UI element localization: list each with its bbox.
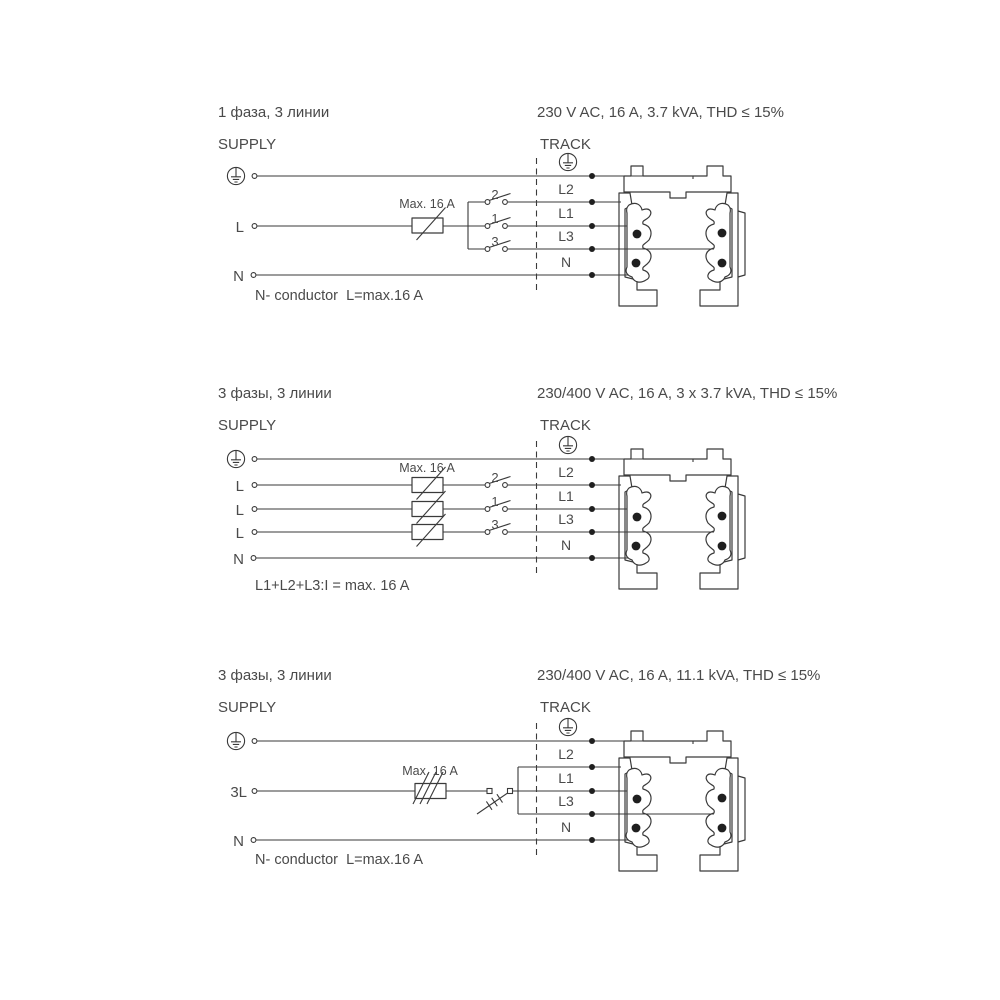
junction-dots — [589, 738, 595, 843]
three-pole-switch-icon — [477, 789, 513, 815]
phase-title: 3 фазы, 3 линии — [218, 385, 332, 402]
track-line-label: N — [560, 819, 572, 835]
live-label: L — [235, 502, 244, 519]
diagram-2 — [218, 385, 837, 594]
diagram-1 — [218, 104, 784, 306]
fuse-icon — [412, 208, 446, 241]
junction-dots — [589, 173, 595, 278]
neutral-label: N — [233, 551, 244, 568]
track-earth-icon — [559, 153, 576, 170]
track-heading: TRACK — [540, 417, 591, 434]
track-line-label: L1 — [558, 488, 574, 504]
fuse-rating-label: Max. 16 A — [402, 764, 458, 778]
track-line-label: L2 — [558, 464, 574, 480]
switch-number: 3 — [491, 234, 499, 249]
fuse-rating-label: Max. 16 A — [399, 197, 455, 211]
diagram-3 — [218, 667, 820, 871]
fuse-icon — [412, 514, 446, 547]
supply-terminals — [251, 457, 257, 561]
track-earth-icon — [559, 718, 576, 735]
track-heading: TRACK — [540, 699, 591, 716]
live-label: L — [235, 478, 244, 495]
neutral-label: N — [233, 833, 244, 850]
supply-earth-icon — [227, 450, 244, 467]
neutral-label: N — [233, 268, 244, 285]
switch-number: 2 — [491, 187, 499, 202]
track-line-label: L3 — [558, 511, 574, 527]
switch-number: 3 — [491, 517, 499, 532]
live-label: 3L — [230, 784, 247, 801]
live-label: L — [235, 525, 244, 542]
phase-title: 3 фазы, 3 линии — [218, 667, 332, 684]
diagram-note: N- conductor L=max.16 A — [255, 288, 424, 304]
track-line-label: N — [560, 537, 572, 553]
spec-title: 230 V AC, 16 A, 3.7 kVA, THD ≤ 15% — [537, 104, 784, 121]
live-label: L — [235, 219, 244, 236]
track-line-label: L2 — [558, 746, 574, 762]
supply-heading: SUPPLY — [218, 417, 277, 434]
spec-title: 230/400 V AC, 16 A, 11.1 kVA, THD ≤ 15% — [537, 667, 821, 684]
track-line-label: L2 — [558, 181, 574, 197]
track-line-label: N — [560, 254, 572, 270]
diagram-note: N- conductor L=max.16 A — [255, 852, 424, 868]
supply-heading: SUPPLY — [218, 699, 277, 716]
track-cross-section — [619, 449, 745, 589]
fuse-icon — [412, 491, 446, 524]
fuse-rating-label: Max. 16 A — [399, 461, 455, 475]
track-cross-section — [619, 166, 745, 306]
supply-heading: SUPPLY — [218, 136, 277, 153]
track-line-label: L1 — [558, 770, 574, 786]
diagram-note: L1+L2+L3:I = max. 16 A — [255, 578, 410, 594]
junction-dots — [589, 456, 595, 561]
track-cross-section — [619, 731, 745, 871]
spec-title: 230/400 V AC, 16 A, 3 x 3.7 kVA, THD ≤ 15% — [537, 385, 838, 402]
track-heading: TRACK — [540, 136, 591, 153]
supply-terminals — [251, 739, 257, 843]
track-line-label: L1 — [558, 205, 574, 221]
supply-terminals — [251, 174, 257, 278]
phase-title: 1 фаза, 3 линии — [218, 104, 330, 121]
switch-number: 1 — [491, 494, 499, 509]
supply-earth-icon — [227, 167, 244, 184]
switch-number: 2 — [491, 470, 499, 485]
supply-earth-icon — [227, 732, 244, 749]
track-earth-icon — [559, 436, 576, 453]
switch-number: 1 — [491, 211, 499, 226]
track-line-label: L3 — [558, 793, 574, 809]
track-line-label: L3 — [558, 228, 574, 244]
